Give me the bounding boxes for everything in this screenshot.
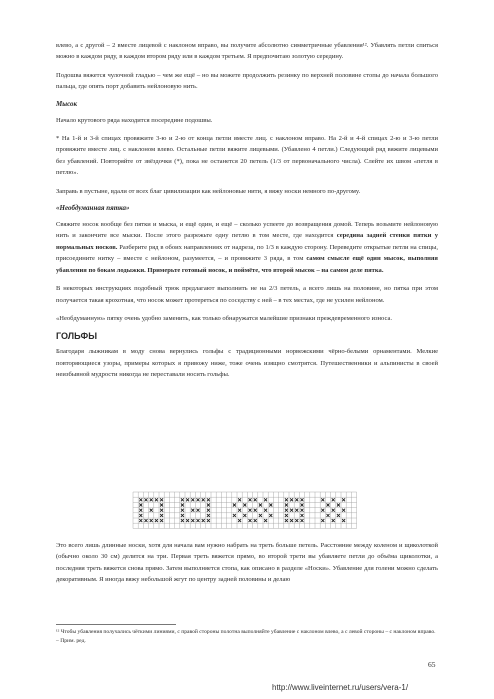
stitch-cross (264, 498, 267, 501)
paragraph-heel (56, 219, 438, 276)
stitch-cross (197, 519, 200, 522)
stitch-cross (202, 498, 205, 501)
stitch-cross (342, 509, 345, 512)
stitch-cross (191, 519, 194, 522)
footnote: ¹² Чтобы убавления получались чёткими линиями, с правой стороны полотна выполняйте убавление с наклоном влево, а с левой стороны – с наклоном вправо. – Прим. ред. (56, 629, 436, 644)
stitch-cross (191, 498, 194, 501)
paragraph-golfs-method: Это всего лишь длинные носки, хотя для начала вам нужно набрать на треть больше петель. Расстояние между коленом и щиколоткой (обычно около 30 см) делится на три. Первая треть вяжется прямо, во второй трети вы убавляете петли до объёма щиколотки, а последняя треть вяжется снова прямо. Затем выполняется стопа, как описано в разделе «Носки». Убавление для голени можно сделать декоративным. Я иногда вяжу небольшой жгут по центру задней половины и делаю (56, 542, 438, 584)
stitch-cross (285, 504, 288, 507)
stitch-cross (295, 509, 298, 512)
stitch-cross (327, 514, 330, 517)
stitch-cross (186, 498, 189, 501)
stitch-cross (264, 519, 267, 522)
source-url: http://www.liveinternet.ru/users/vera-1/ (272, 683, 409, 692)
stitch-cross (207, 504, 210, 507)
paragraph-sole: Подошва вяжется чулочной гладью – чем же ещё – но вы можете продолжить резинку по верхней половине стопы до начала большого пальца, где опять порт добавить нейлоновую нить. (56, 71, 438, 91)
stitch-cross (181, 498, 184, 501)
stitch-cross (243, 504, 246, 507)
knitting-chart (132, 491, 358, 535)
stitch-cross (321, 519, 324, 522)
stitch-cross (150, 498, 153, 501)
paragraph-toe-instructions: * На 1-й и 3-й спицах провяжите 3-ю и 2-ю от конца петли вместе лиц. с наклоном вправо. На 2-й и 4-й спицах 2-ю и 3-ю петли провяжите вместе лиц. с наклоном влево. Остальные петли вяжите лицевыми. (Убавлено 4 петли.) Следующий ряд вяжите лицевыми без убавлений. Повторяйте от звёздочки (*), пока не останется 20 петель (1/3 от первоначального числа). Слейте их швом «петля в петлю». (56, 135, 438, 177)
stitch-cross (160, 504, 163, 507)
stitch-cross (301, 504, 304, 507)
stitch-cross (150, 509, 153, 512)
stitch-cross (285, 498, 288, 501)
stitch-cross (259, 504, 262, 507)
stitch-cross (160, 498, 163, 501)
stitch-cross (254, 509, 257, 512)
stitch-cross (202, 519, 205, 522)
section-heading-golfs: ГОЛЬФЫ (56, 331, 98, 342)
stitch-cross (207, 519, 210, 522)
heel-text-1: Свяжите носок вообще без пятки и мыска, и ещё один, и ещё – сколько успеете до возвращения домой. Теперь возьмите нейлоновую нить и закончите все мыски. После этого разрежьте одну петлю в том месте, где находится (56, 221, 438, 240)
stitch-cross (181, 509, 184, 512)
stitch-cross (238, 498, 241, 501)
stitch-cross (139, 514, 142, 517)
stitch-cross (160, 514, 163, 517)
stitch-cross (249, 498, 252, 501)
stitch-cross (155, 498, 158, 501)
paragraph-golfs: Благодаря лыжникам в моду снова вернулись гольфы с традиционными норвежскими чёрно-белыми орнаментами. Мелкие повторяющиеся узоры, примеры которых я привожу ниже, тоже очень изящно смотрятся. Путешественники и альпинисты в своей неизбывной мудрости никогда не переставали носить гольфы. (56, 348, 438, 379)
stitch-cross (285, 514, 288, 517)
stitch-cross (264, 509, 267, 512)
stitch-cross (301, 514, 304, 517)
stitch-cross (295, 498, 298, 501)
stitch-cross (243, 514, 246, 517)
stitch-cross (321, 498, 324, 501)
stitch-cross (301, 498, 304, 501)
stitch-cross (259, 514, 262, 517)
knitting-chart-grid (132, 491, 358, 530)
stitch-cross (269, 514, 272, 517)
paragraph-toe-start: Начало крутового ряда находится посередине подошвы. (56, 116, 213, 124)
stitch-cross (238, 509, 241, 512)
stitch-cross (191, 509, 194, 512)
stitch-cross (207, 498, 210, 501)
stitch-cross (139, 509, 142, 512)
stitch-cross (337, 504, 340, 507)
paragraph-instructions-note: В некоторых инструкциях подобный трюк предлагают выполнить не на 2/3 петель, а всего лишь на половине, но пятка при этом получается такая крохотная, что носок может протереться по соседству с ней – в тех местах, где не усилен нейлоном. (56, 285, 438, 304)
heel-text-3: Разберите ряд в обоих направлениях от надреза, по 1/3 в каждую сторону. Переведите открытые петли на спицы, присоедините нитку – вместе с нейлоном, разумеется, – и провяжите 3 ряда, в том (56, 243, 438, 263)
stitch-cross (332, 519, 335, 522)
footnote-divider (56, 624, 176, 625)
stitch-cross (181, 519, 184, 522)
stitch-cross (254, 519, 257, 522)
stitch-cross (139, 498, 142, 501)
stitch-cross (233, 514, 236, 517)
stitch-cross (285, 519, 288, 522)
stitch-cross (285, 509, 288, 512)
stitch-cross (181, 504, 184, 507)
heel-text-2: середина задней стенки пятки у нормальных носков. (56, 232, 438, 251)
page-body-lower (56, 540, 438, 593)
stitch-cross (233, 504, 236, 507)
stitch-cross (301, 509, 304, 512)
stitch-cross (139, 519, 142, 522)
stitch-cross (249, 509, 252, 512)
stitch-cross (290, 519, 293, 522)
subheading-toe: Мысок (56, 99, 78, 108)
stitch-cross (269, 504, 272, 507)
paragraph-intro: влево, а с другой – 2 вместе лицевой с наклоном вправо, вы получите абсолютно симметричные убавления¹². Убавлять петли спиться можно в каждом ряду, в каждом втором ряду или в каждом третьем. Я предпочитаю золотую середину. (56, 42, 438, 61)
stitch-cross (290, 498, 293, 501)
stitch-cross (290, 509, 293, 512)
stitch-cross (301, 519, 304, 522)
stitch-cross (207, 514, 210, 517)
stitch-cross (327, 504, 330, 507)
stitch-cross (139, 504, 142, 507)
stitch-cross (207, 509, 210, 512)
stitch-cross (254, 498, 257, 501)
stitch-cross (342, 498, 345, 501)
stitch-cross (332, 498, 335, 501)
stitch-cross (155, 519, 158, 522)
stitch-cross (150, 519, 153, 522)
stitch-cross (332, 509, 335, 512)
stitch-cross (181, 514, 184, 517)
page-number: 65 (428, 660, 436, 669)
subheading-heel: «Необдуманная пятка» (56, 204, 130, 213)
paragraph-heel-replace: «Необдуманную» пятку очень удобно заменить, как только обнаружатся малейшие признаки преждевременного износа. (56, 314, 393, 322)
paragraph-desert: Заправь в пустыне, вдали от всех благ цивилизации как нейлоновые нити, я вяжу носки немного по-другому. (56, 187, 361, 195)
stitch-cross (295, 519, 298, 522)
stitch-cross (342, 519, 345, 522)
stitch-cross (197, 509, 200, 512)
stitch-cross (160, 519, 163, 522)
heel-text-4: самом смысле ещё один мысок, выполняя убавления по бокам лодыжки. Примерьте готовый носок, и поймёте, что второй мысок – на самом деле пятка. (56, 255, 438, 274)
stitch-cross (337, 514, 340, 517)
stitch-cross (249, 519, 252, 522)
stitch-cross (145, 498, 148, 501)
stitch-cross (321, 509, 324, 512)
stitch-cross (186, 519, 189, 522)
stitch-cross (238, 519, 241, 522)
stitch-cross (145, 519, 148, 522)
stitch-cross (160, 509, 163, 512)
stitch-cross (197, 498, 200, 501)
page-body (56, 40, 438, 388)
